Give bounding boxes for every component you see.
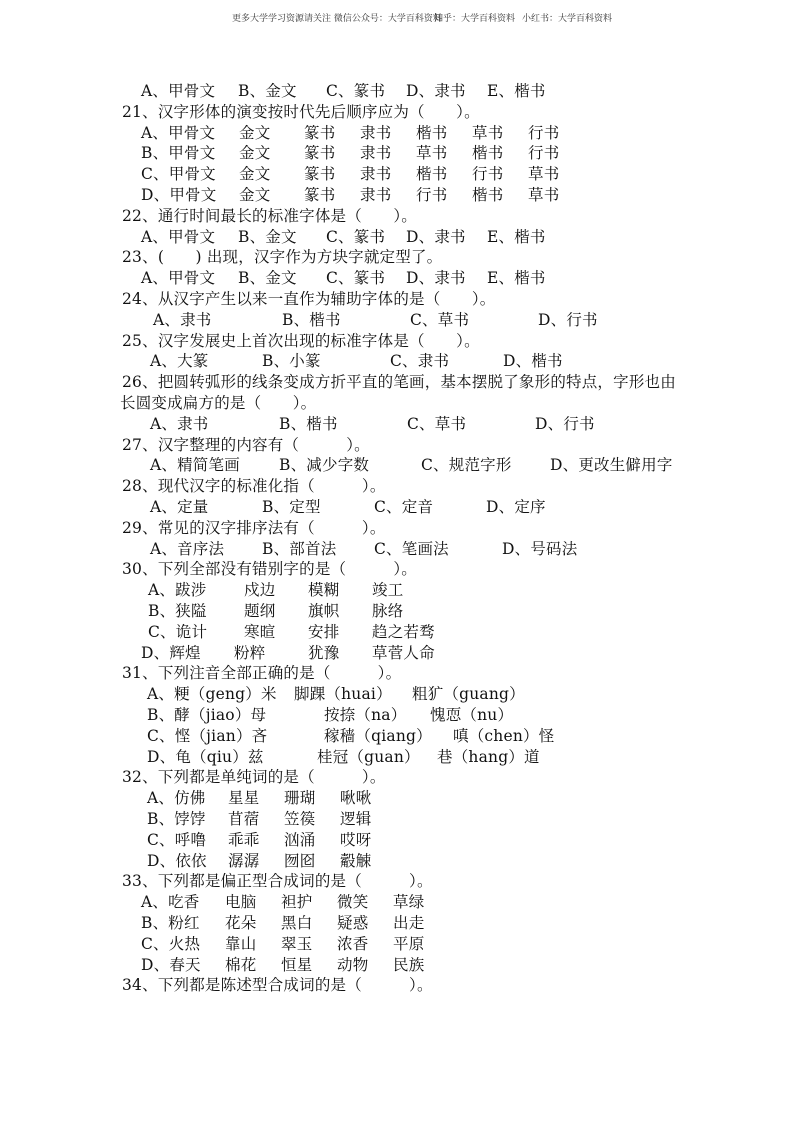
option-cell: 篆书 <box>304 186 336 204</box>
option-cell: C、草书 <box>407 414 467 433</box>
option-cell: E、楷书 <box>487 269 546 288</box>
option-cell: 草菅人命 <box>372 643 435 662</box>
option-cell: 隶书 <box>360 123 392 142</box>
option-cell: D、辉煌 <box>141 643 201 662</box>
option-cell: C、笔画法 <box>374 539 449 558</box>
option-cell: 模糊 <box>308 581 340 600</box>
option-cell: 篆书 <box>304 144 336 163</box>
option-cell: B、小篆 <box>262 352 321 371</box>
option-cell: 桂冠（guan） <box>317 747 420 766</box>
option-cell: 逻辑 <box>340 810 372 828</box>
question-text: 26、把圆转弧形的线条变成方折平直的笔画，基本摆脱了象形的特点，字形也由 <box>122 373 676 392</box>
option-cell: D、隶书 <box>406 82 466 100</box>
option-cell: C、火热 <box>141 934 201 953</box>
option-cell: B、狭隘 <box>148 602 207 620</box>
option-cell: A、甲骨文 <box>141 227 216 246</box>
option-cell: 电脑 <box>225 893 257 912</box>
option-cell: 戍边 <box>244 581 276 600</box>
option-cell: 疑惑 <box>337 914 369 932</box>
option-cell: 粉粹 <box>234 643 266 662</box>
option-cell: D、春天 <box>141 955 201 974</box>
option-cell: 脚踝（huai） <box>294 685 392 704</box>
option-cell: A、隶书 <box>150 414 209 433</box>
option-cell: 星星 <box>228 789 260 808</box>
option-cell: A、跋涉 <box>148 581 207 600</box>
option-cell: B、酵（jiao）母 <box>147 706 267 724</box>
question-text: 23、( ) 出现，汉字作为方块字就定型了。 <box>122 248 443 267</box>
option-cell: C、篆书 <box>326 82 386 100</box>
option-cell: 哎呀 <box>340 830 372 849</box>
option-cell: 花朵 <box>225 914 257 932</box>
option-cell: E、楷书 <box>487 227 546 246</box>
option-cell: A、隶书 <box>153 310 212 329</box>
option-cell: D、号码法 <box>502 539 578 558</box>
option-cell: 动物 <box>337 955 369 974</box>
option-cell: 行书 <box>416 186 448 204</box>
option-cell: 安排 <box>308 622 340 641</box>
option-cell: B、金文 <box>238 227 297 246</box>
option-cell: 旗帜 <box>308 602 340 620</box>
option-cell: 隶书 <box>360 144 392 163</box>
option-cell: B、楷书 <box>279 414 338 433</box>
option-cell: 稼穑（qiang） <box>324 726 432 745</box>
option-cell: B、定型 <box>262 498 321 516</box>
option-cell: 篆书 <box>304 123 336 142</box>
question-text: 25、汉字发展史上首次出现的标准字体是（ ）。 <box>122 331 480 350</box>
option-cell: 啾啾 <box>340 789 372 808</box>
option-cell: 行书 <box>472 165 504 184</box>
option-cell: 竣工 <box>372 581 404 600</box>
option-cell: 楷书 <box>472 144 504 163</box>
option-cell: C、篆书 <box>326 227 386 246</box>
option-cell: D、龟（qiu）兹 <box>147 747 264 766</box>
option-cell: D、定序 <box>486 498 546 516</box>
option-cell: D、依依 <box>147 851 207 870</box>
option-cell: 草书 <box>472 123 504 142</box>
option-cell: 微笑 <box>337 893 369 912</box>
option-cell: 金文 <box>239 186 271 204</box>
option-cell: 黑白 <box>281 914 313 932</box>
option-cell: 出走 <box>393 914 425 932</box>
option-cell: D、甲骨文 <box>141 186 217 204</box>
option-cell: 汹涌 <box>284 830 316 849</box>
header-wechat-text: 更多大学学习资源请关注 微信公众号：大学百科资料 <box>232 14 442 24</box>
option-cell: D、更改生僻用字 <box>550 456 673 475</box>
option-cell: 篆书 <box>304 165 336 184</box>
option-cell: 草书 <box>416 144 448 163</box>
option-cell: 草绿 <box>393 893 425 912</box>
option-cell: 隶书 <box>360 165 392 184</box>
option-cell: B、金文 <box>238 82 297 100</box>
option-cell: 金文 <box>239 144 271 163</box>
option-cell: C、隶书 <box>390 352 450 371</box>
option-cell: 隶书 <box>360 186 392 204</box>
option-cell: 粗犷（guang） <box>412 685 525 704</box>
option-cell: C、篆书 <box>326 269 386 288</box>
option-cell: 草书 <box>528 165 560 184</box>
option-cell: 苜蓿 <box>228 810 260 828</box>
option-cell: 民族 <box>393 955 425 974</box>
question-text: 30、下列全部没有错别字的是（ ）。 <box>122 560 417 579</box>
option-cell: B、部首法 <box>262 539 337 558</box>
option-cell: 恒星 <box>281 955 313 974</box>
option-cell: 金文 <box>239 165 271 184</box>
question-text: 24、从汉字产生以来一直作为辅助字体的是（ ）。 <box>122 290 496 308</box>
question-text: 21、汉字形体的演变按时代先后顺序应为（ ）。 <box>122 102 480 121</box>
option-cell: C、草书 <box>410 310 470 329</box>
option-cell: 浓香 <box>337 934 369 953</box>
option-cell: A、音序法 <box>150 539 225 558</box>
header-xiaohongshu-text: 小红书：大学百科资料 <box>522 14 613 24</box>
option-cell: 行书 <box>528 123 560 142</box>
option-cell: D、隶书 <box>406 269 466 288</box>
option-cell: A、粳（geng）米 <box>147 685 277 704</box>
option-cell: A、精简笔画 <box>150 456 240 475</box>
option-cell: C、规范字形 <box>421 456 512 475</box>
option-cell: 潺潺 <box>228 851 260 870</box>
question-text: 34、下列都是陈述型合成词的是（ ）。 <box>122 976 433 995</box>
option-cell: 趋之若骛 <box>372 622 435 641</box>
option-cell: B、饽饽 <box>147 810 206 828</box>
question-text: 29、常见的汉字排序法有（ ）。 <box>122 518 386 537</box>
option-cell: 嗔（chen）怪 <box>453 726 555 745</box>
question-text: 28、现代汉字的标准化指（ ）。 <box>122 477 386 496</box>
option-cell: A、大篆 <box>150 352 209 371</box>
option-cell: A、甲骨文 <box>141 123 216 142</box>
option-cell: E、楷书 <box>487 82 546 100</box>
option-cell: 囫囵 <box>284 851 316 870</box>
option-cell: A、吃香 <box>141 893 200 912</box>
option-cell: 觳觫 <box>340 851 372 870</box>
question-text: 长圆变成扁方的是（ ）。 <box>120 394 317 412</box>
option-cell: B、减少字数 <box>279 456 370 475</box>
header-zhihu-text: 知乎：大学百科资料 <box>434 14 516 24</box>
option-cell: C、甲骨文 <box>141 165 216 184</box>
option-cell: A、仿佛 <box>147 789 206 808</box>
option-cell: A、甲骨文 <box>141 269 216 288</box>
option-cell: 珊瑚 <box>284 789 316 808</box>
question-text: 22、通行时间最长的标准字体是（ ）。 <box>122 206 417 225</box>
option-cell: D、隶书 <box>406 227 466 246</box>
option-cell: 犹豫 <box>308 643 340 662</box>
option-cell: D、楷书 <box>503 352 563 371</box>
question-text: 31、下列注音全部正确的是（ ）。 <box>122 664 402 683</box>
option-cell: 按捺（na） <box>324 706 407 724</box>
option-cell: 袒护 <box>281 893 313 912</box>
option-cell: 笠篌 <box>284 810 316 828</box>
option-cell: B、甲骨文 <box>141 144 216 163</box>
option-cell: C、诡计 <box>148 622 208 641</box>
option-cell: B、金文 <box>238 269 297 288</box>
page-header <box>0 11 793 51</box>
option-cell: 楷书 <box>472 186 504 204</box>
option-cell: 脉络 <box>372 602 404 620</box>
option-cell: A、定量 <box>150 498 209 516</box>
question-text: 32、下列都是单纯词的是（ ）。 <box>122 768 386 787</box>
option-cell: 金文 <box>239 123 271 142</box>
option-cell: 平原 <box>393 934 425 953</box>
option-cell: 乖乖 <box>228 830 260 849</box>
option-cell: B、粉红 <box>141 914 200 932</box>
option-cell: 翠玉 <box>281 934 313 953</box>
question-text: 27、汉字整理的内容有（ ）。 <box>122 435 370 454</box>
option-cell: 巷（hang）道 <box>437 747 540 766</box>
option-cell: 行书 <box>528 144 560 163</box>
question-text: 33、下列都是偏正型合成词的是（ ）。 <box>122 872 433 891</box>
option-cell: A、甲骨文 <box>141 82 216 100</box>
option-cell: C、呼噜 <box>147 830 207 849</box>
option-cell: 棉花 <box>225 955 257 974</box>
option-cell: 寒暄 <box>244 622 276 641</box>
option-cell: D、行书 <box>535 414 595 433</box>
option-cell: D、行书 <box>538 310 598 329</box>
option-cell: 楷书 <box>416 165 448 184</box>
option-cell: C、定音 <box>374 498 434 516</box>
option-cell: C、悭（jian）吝 <box>147 726 268 745</box>
option-cell: 愧恧（nu） <box>430 706 514 724</box>
option-cell: 题纲 <box>244 602 276 620</box>
option-cell: B、楷书 <box>282 310 341 329</box>
option-cell: 草书 <box>528 186 560 204</box>
option-cell: 楷书 <box>416 123 448 142</box>
option-cell: 靠山 <box>225 934 257 953</box>
